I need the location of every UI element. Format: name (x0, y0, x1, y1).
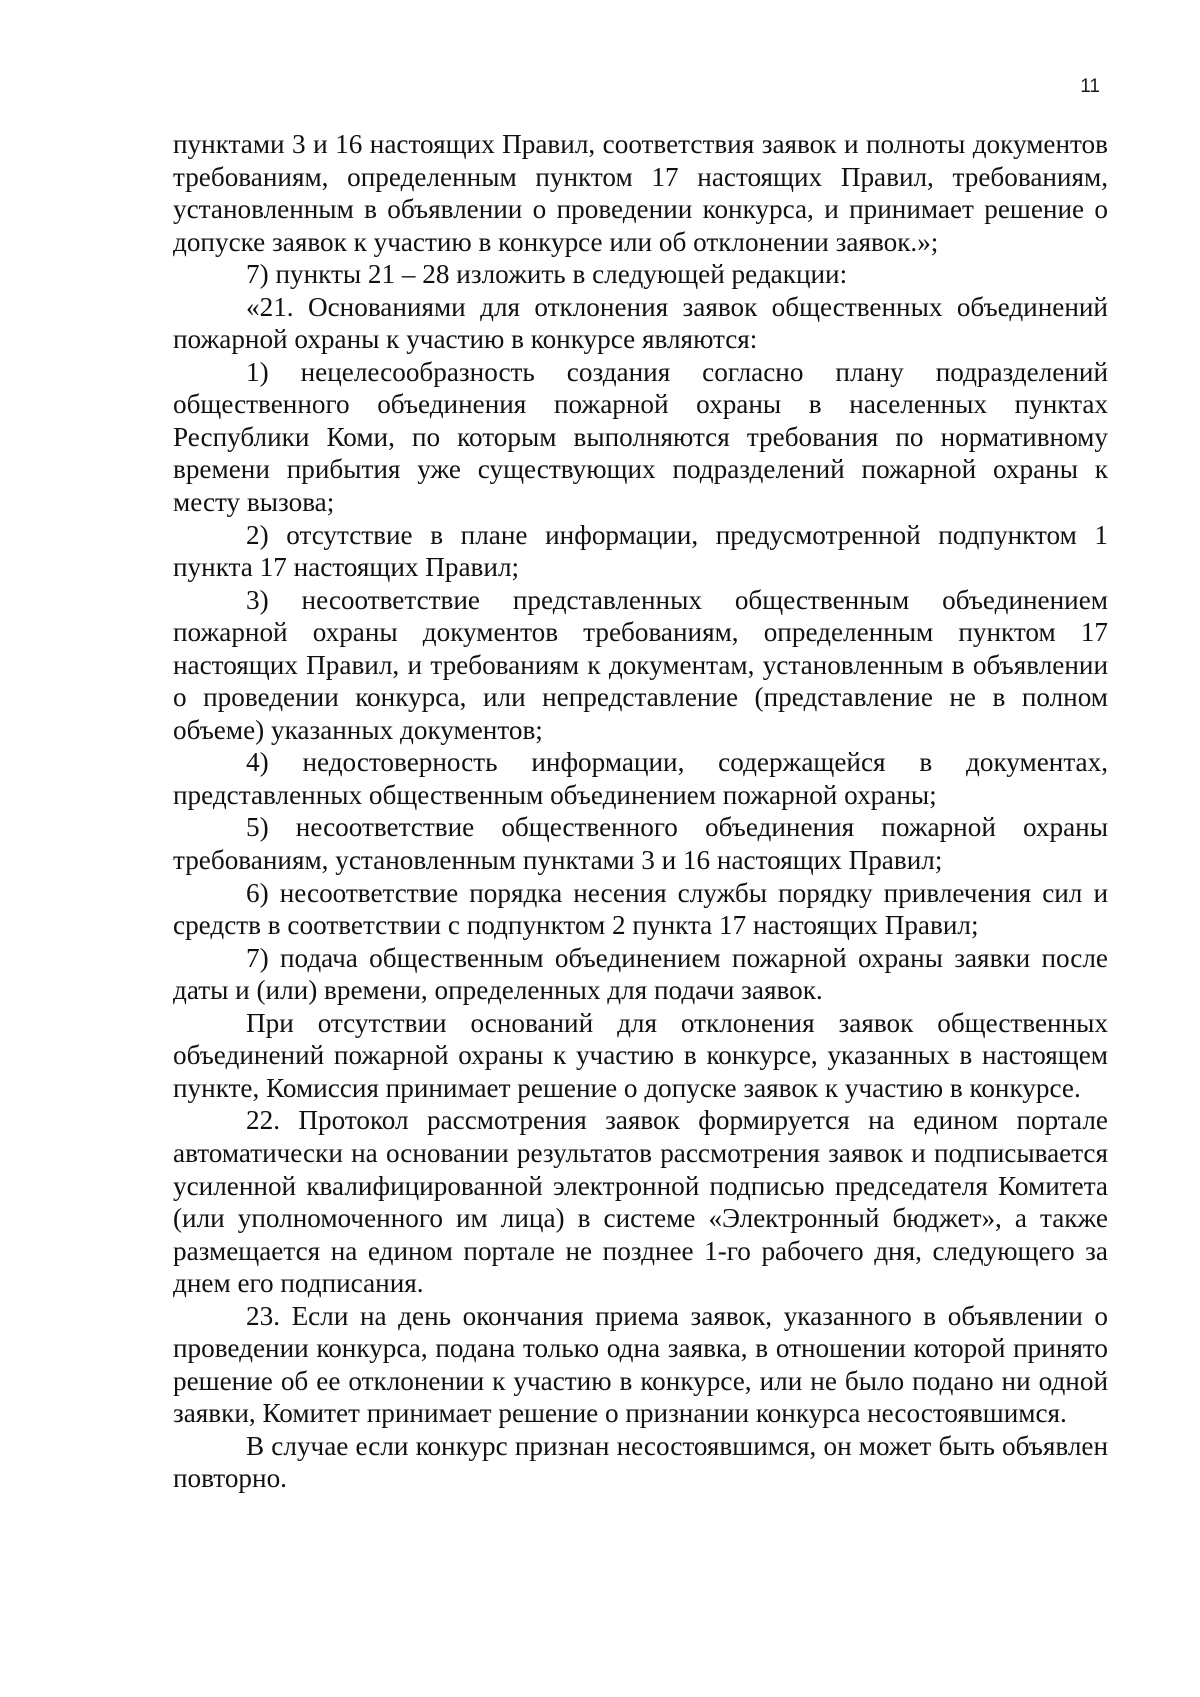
list-item: 3) несоответствие представленных общественным объединением пожарной охраны документов требованиям, определенным пунктом 17 настоящих Правил, и требованиям к документам, установленным в объявлении о проведении конкурса, или непредставление (представление не в полном объеме) указанных документов; (173, 584, 1108, 745)
paragraph: 23. Если на день окончания приема заявок, указанного в объявлении о проведении конкурса, подана только одна заявка, в отношении которой принято решение об ее отклонении к участию в конкурсе, или не было подано ни одной заявки, Комитет принимает решение о признании конкурса несостоявшимся. (173, 1300, 1108, 1429)
document-body (173, 128, 1108, 1495)
list-item: 1) нецелесообразность создания согласно плану подразделений общественного объединения пожарной охраны в населенных пунктах Республики Коми, по которым выполняются требования по нормативному времени прибытия уже существующих подразделений пожарной охраны к месту вызова; (173, 356, 1108, 518)
paragraph: 22. Протокол рассмотрения заявок формируется на едином портале автоматически на основании результатов рассмотрения заявок и подписывается усиленной квалифицированной электронной подписью председателя Комитета (или уполномоченного им лица) в системе «Электронный бюджет», а также размещается на едином портале не позднее 1-го рабочего дня, следующего за днем его подписания. (173, 1105, 1108, 1299)
paragraph: пунктами 3 и 16 настоящих Правил, соответствия заявок и полноты документов требованиям, определенным пунктом 17 настоящих Правил, требованиям, установленным в объявлении о проведении конкурса, и принимает решение о допуске заявок к участию в конкурсе или об отклонении заявок.»; (173, 129, 1108, 257)
list-item: 5) несоответствие общественного объединения пожарной охраны требованиям, установленным пунктами 3 и 16 настоящих Правил; (173, 812, 1108, 876)
paragraph: В случае если конкурс признан несостоявшимся, он может быть объявлен повторно. (173, 1430, 1108, 1494)
list-item: 7) подача общественным объединением пожарной охраны заявки после даты и (или) времени, определенных для подачи заявок. (173, 942, 1108, 1006)
paragraph: При отсутствии оснований для отклонения заявок общественных объединений пожарной охраны к участию в конкурсе, указанных в настоящем пункте, Комиссия принимает решение о допуске заявок к участию в конкурсе. (173, 1007, 1108, 1103)
paragraph: «21. Основаниями для отклонения заявок общественных объединений пожарной охраны к участию в конкурсе являются: (173, 291, 1108, 355)
paragraph: 7) пункты 21 – 28 изложить в следующей редакции: (246, 259, 848, 290)
list-item: 2) отсутствие в плане информации, предусмотренной подпунктом 1 пункта 17 настоящих Правил; (173, 519, 1108, 583)
list-item: 6) несоответствие порядка несения службы порядку привлечения сил и средств в соответствии с подпунктом 2 пункта 17 настоящих Правил; (173, 877, 1108, 941)
page-number: 11 (1080, 76, 1100, 97)
list-item: 4) недостоверность информации, содержащейся в документах, представленных общественным объединением пожарной охраны; (173, 747, 1108, 810)
